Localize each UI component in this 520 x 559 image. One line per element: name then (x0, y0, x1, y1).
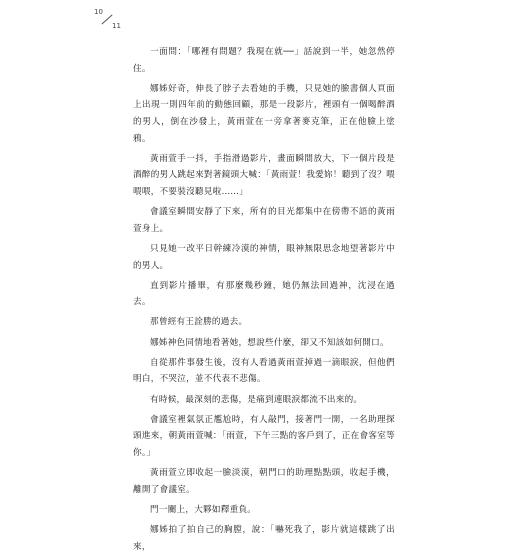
page-number-divider (101, 14, 112, 24)
paragraph: 那曾經有王詮勝的過去。 (150, 317, 248, 328)
paragraph: 娜姊拍了拍自己的胸膛，說：「嚇死我了，影片就這樣跳了出來， (133, 525, 395, 552)
paragraph: 娜姊神色同情地看著她，想說些什麼，卻又不知該如何開口。 (150, 337, 389, 348)
paragraph: 一面問：「哪裡有問題？我現在就──」話說到一半，她忽然停住。 (133, 47, 395, 74)
paragraph: 有時候，最深刻的悲傷，是痛到連眼淚都流不出來的。 (150, 394, 363, 405)
page-number-total: 11 (112, 22, 121, 30)
paragraph: 門一關上，大夥如釋重負。 (150, 504, 257, 515)
paragraph: 直到影片播畢，有那麼幾秒鐘，她仍無法回過神，沈浸在過去。 (133, 280, 395, 308)
page-number-current: 10 (94, 8, 103, 16)
document-body (133, 44, 395, 559)
page-number (94, 8, 128, 34)
paragraph: 娜姊好奇，伸長了脖子去看她的手機，只見她的臉書個人頁面上出現一則四年前的動態回顧，那是一段影片，裡頭有一個喝醉酒的男人，倒在沙發上，黃雨萱在一旁拿著麥克筆，正在他臉上塗鴉。 (133, 83, 395, 144)
paragraph: 黃雨萱手一抖，手指滑過影片，畫面瞬間放大，下一個片段是酒醉的男人跳起來對著鏡頭大喊：「黃雨萱！我愛妳！聽到了沒？喂喂喂，不要裝沒聽見啦……」 (133, 153, 395, 197)
paragraph: 會議室瞬間安靜了下來，所有的目光都集中在傍帶不語的黃雨萱身上。 (133, 207, 395, 234)
paragraph: 黃雨萱立即收起一臉淡漠，朝門口的助理點點頭，收起手機，離開了會議室。 (133, 468, 395, 495)
paragraph: 自從那件事發生後，沒有人看過黃雨萱掉過一滴眼淚，但他們明白，不哭泣，並不代表不悲傷。 (133, 357, 395, 385)
paragraph: 會議室裡氣氛正尷尬時，有人敲門，接著門一開，一名助理探頭進來，朝黃雨萱喊：「雨萱，下午三點的客戶到了，正在會客室等你。」 (133, 414, 395, 458)
paragraph: 只見她一改平日幹練冷漠的神情，眼神無限思念地望著影片中的男人。 (133, 243, 395, 271)
